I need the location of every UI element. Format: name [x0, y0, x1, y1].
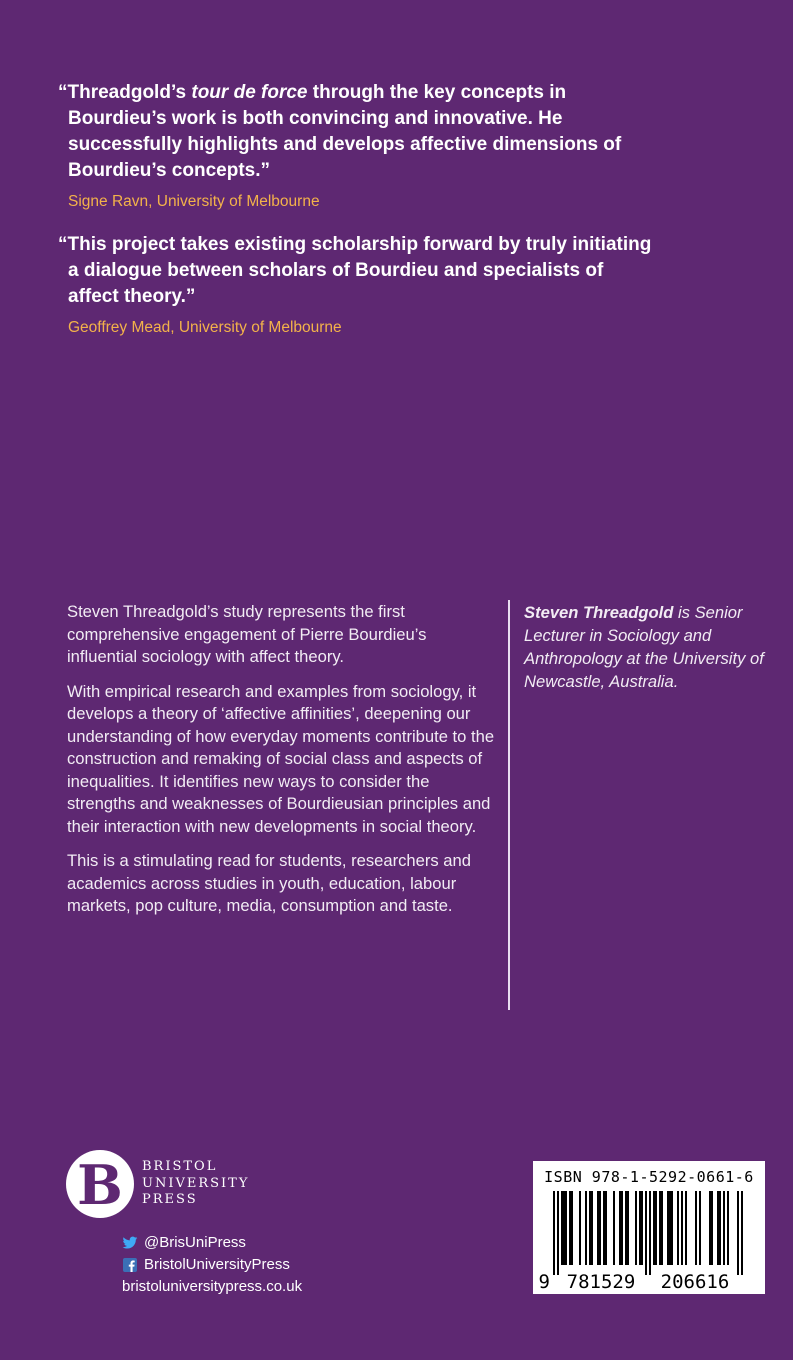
twitter-bird-icon	[122, 1235, 138, 1251]
barcode-bar	[667, 1191, 673, 1265]
barcode-bar	[597, 1191, 601, 1265]
barcode-bar	[619, 1191, 623, 1265]
barcode-bar	[677, 1191, 679, 1265]
barcode-bar	[639, 1191, 643, 1265]
barcode-bar	[723, 1191, 725, 1265]
quote-1-text: “Threadgold’s tour de force through the key concepts in Bourdieu’s work is both convincing and innovative. He successfully highlights and develops affective dimensions of Bourdieu’s concepts.”	[58, 82, 622, 181]
isbn-label: ISBN 978-1-5292-0661-6	[544, 1168, 754, 1186]
quote-1-attribution: Signe Ravn, University of Melbourne	[68, 193, 320, 210]
barcode-bar	[557, 1191, 559, 1275]
barcode-bar	[653, 1191, 657, 1265]
facebook-f-icon	[122, 1257, 138, 1273]
barcode-bar	[645, 1191, 647, 1275]
description-paragraph: With empirical research and examples from sociology, it develops a theory of ‘affective affinities’, deepening our understanding of how everyday moments contribute to the construction and remaking of social class and aspects of inequalities. It identifies new ways to consider the strengths and weaknesses of Bourdieusian principles and their interaction with new developments in social theory.	[67, 681, 495, 836]
quote-2-attribution: Geoffrey Mead, University of Melbourne	[68, 319, 342, 336]
barcode-bar	[649, 1191, 651, 1275]
barcode-bar	[561, 1191, 567, 1265]
barcode-bar	[659, 1191, 663, 1265]
barcode-panel	[533, 1161, 765, 1294]
barcode-bar	[553, 1191, 555, 1275]
barcode-bar	[625, 1191, 629, 1265]
twitter-handle[interactable]: @BrisUniPress	[122, 1232, 302, 1254]
barcode-digits: 9	[538, 1271, 550, 1293]
barcode-bar	[699, 1191, 701, 1265]
publisher-name: BRISTOL UNIVERSITY PRESS	[142, 1159, 250, 1207]
facebook-page[interactable]: BristolUniversityPress	[122, 1254, 302, 1276]
book-description	[67, 601, 497, 930]
barcode-bar	[579, 1191, 581, 1265]
author-name: Steven Threadgold	[524, 603, 674, 622]
barcode-bar	[613, 1191, 615, 1265]
barcode-graphic	[533, 1161, 765, 1294]
author-bio	[524, 601, 779, 693]
barcode-bar	[737, 1191, 739, 1275]
publisher-website[interactable]: bristoluniversitypress.co.uk	[122, 1278, 303, 1295]
review-quote-1	[58, 80, 658, 211]
barcode-bar	[681, 1191, 683, 1265]
barcode-bar	[727, 1191, 729, 1265]
barcode-bar	[695, 1191, 697, 1265]
barcode-bar	[603, 1191, 607, 1265]
barcode-bar	[717, 1191, 721, 1265]
barcode-bar	[685, 1191, 687, 1265]
barcode-bar	[635, 1191, 637, 1265]
barcode-digits: 206616	[660, 1271, 730, 1293]
barcode-bar	[569, 1191, 573, 1265]
publisher-logo	[66, 1150, 296, 1220]
barcode-bar	[589, 1191, 593, 1265]
logo-letter-b: B	[77, 1153, 123, 1217]
description-paragraph: Steven Threadgold’s study represents the first comprehensive engagement of Pierre Bourdieu’s influential sociology with affect theory.	[67, 602, 427, 666]
quote-1-emphasis: tour de force	[191, 82, 308, 103]
barcode-digits: 781529	[566, 1271, 636, 1293]
publisher-contacts	[122, 1232, 302, 1298]
column-divider	[508, 600, 510, 1010]
barcode-bar	[585, 1191, 587, 1265]
barcode-bar	[741, 1191, 743, 1275]
description-paragraph: This is a stimulating read for students, researchers and academics across studies in youth, education, labour markets, pop culture, media, consumption and taste.	[67, 851, 471, 915]
author-bio-text: is Senior Lecturer in Sociology and Anthropology at the University of Newcastle, Australia.	[524, 603, 764, 691]
barcode-bar	[709, 1191, 713, 1265]
review-quote-2	[58, 232, 658, 337]
quote-2-text: “This project takes existing scholarship forward by truly initiating a dialogue between scholars of Bourdieu and specialists of affect theory.”	[58, 234, 652, 307]
